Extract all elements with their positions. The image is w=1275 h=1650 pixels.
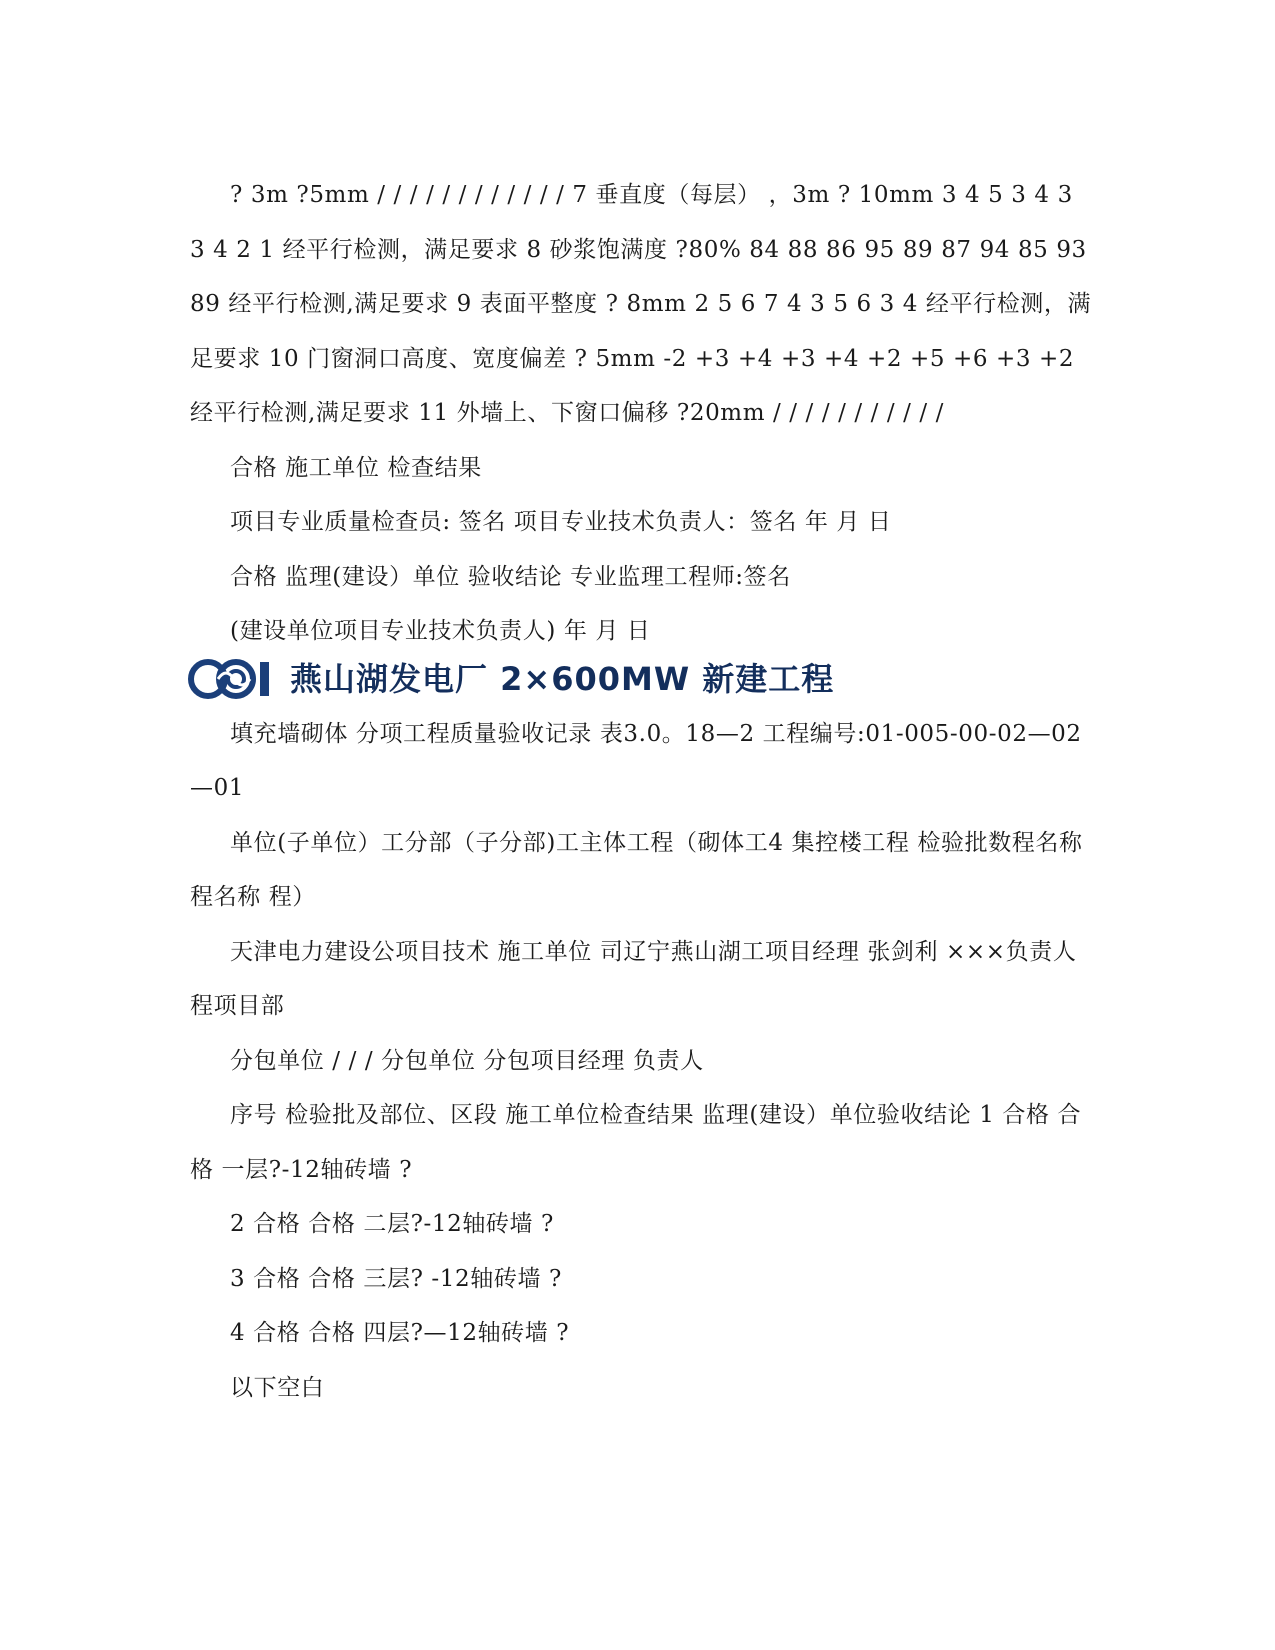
project-banner: [188, 653, 1095, 705]
owner-technical-lead-date-line: (建设单位项目专业技术负责人) 年 月 日: [230, 618, 651, 644]
unit-project-name-line: 单位(子单位）工分部（子分部)工主体工程（砌体工4 集控楼工程 检验批数程名称 程名称 程）: [190, 829, 1083, 910]
batch-row-2: 2 合格 合格 二层?-12轴砖墙 ?: [230, 1211, 554, 1237]
construction-unit-result: 合格 施工单位 检查结果: [230, 454, 482, 481]
batch-row-3: 3 合格 合格 三层? -12轴砖墙 ?: [230, 1265, 562, 1292]
record-title-line: 填充墙砌体 分项工程质量验收记录 表3.0。18—2 工程编号:01-005-00-02—02—01: [190, 720, 1082, 801]
batch-row-4: 4 合格 合格 四层?—12轴砖墙 ?: [230, 1320, 570, 1346]
project-title: 燕山湖发电厂 2×600MW 新建工程: [290, 659, 835, 698]
inspection-table-text: ? 3m ?5mm / / / / / / / / / / / / 7 垂直度（每层） ，3m ? 10mm 3 4 5 3 4 3 3 4 2 1 经平行检测，满足要求 8 砂浆饱满度 ?80% 84 88 86 95 89 87 94 85 93 89 经平行检测,满足要求 9 表面平整度 ? 8mm 2 5 6 7 4 3 5 6 3 4 经平行检测，满足要求 10 门窗洞口高度、宽度偏差 ? 5mm -2 +3 +4 +3 +4 +2 +5 +6 +3 +2 经平行检测,满足要求 11 外墙上、下窗口偏移 ?20mm / / / / / / / / / / /: [190, 182, 1092, 426]
company-logo-icon: [188, 659, 280, 699]
document-body: [190, 168, 1095, 1415]
supervision-conclusion: 合格 监理(建设）单位 验收结论 专业监理工程师:签名: [230, 563, 791, 590]
batch-row-1: 序号 检验批及部位、区段 施工单位检查结果 监理(建设）单位验收结论 1 合格 合格 一层?-12轴砖墙 ?: [190, 1102, 1082, 1183]
subcontractor-line: 分包单位 / / / 分包单位 分包项目经理 负责人: [230, 1047, 704, 1074]
blank-below-note: 以下空白: [230, 1374, 325, 1401]
quality-inspector-signature-line: 项目专业质量检查员: 签名 项目专业技术负责人：签名 年 月 日: [230, 509, 892, 535]
construction-unit-line: 天津电力建设公项目技术 施工单位 司辽宁燕山湖工项目经理 张剑利 ×××负责人 程项目部: [190, 938, 1077, 1019]
